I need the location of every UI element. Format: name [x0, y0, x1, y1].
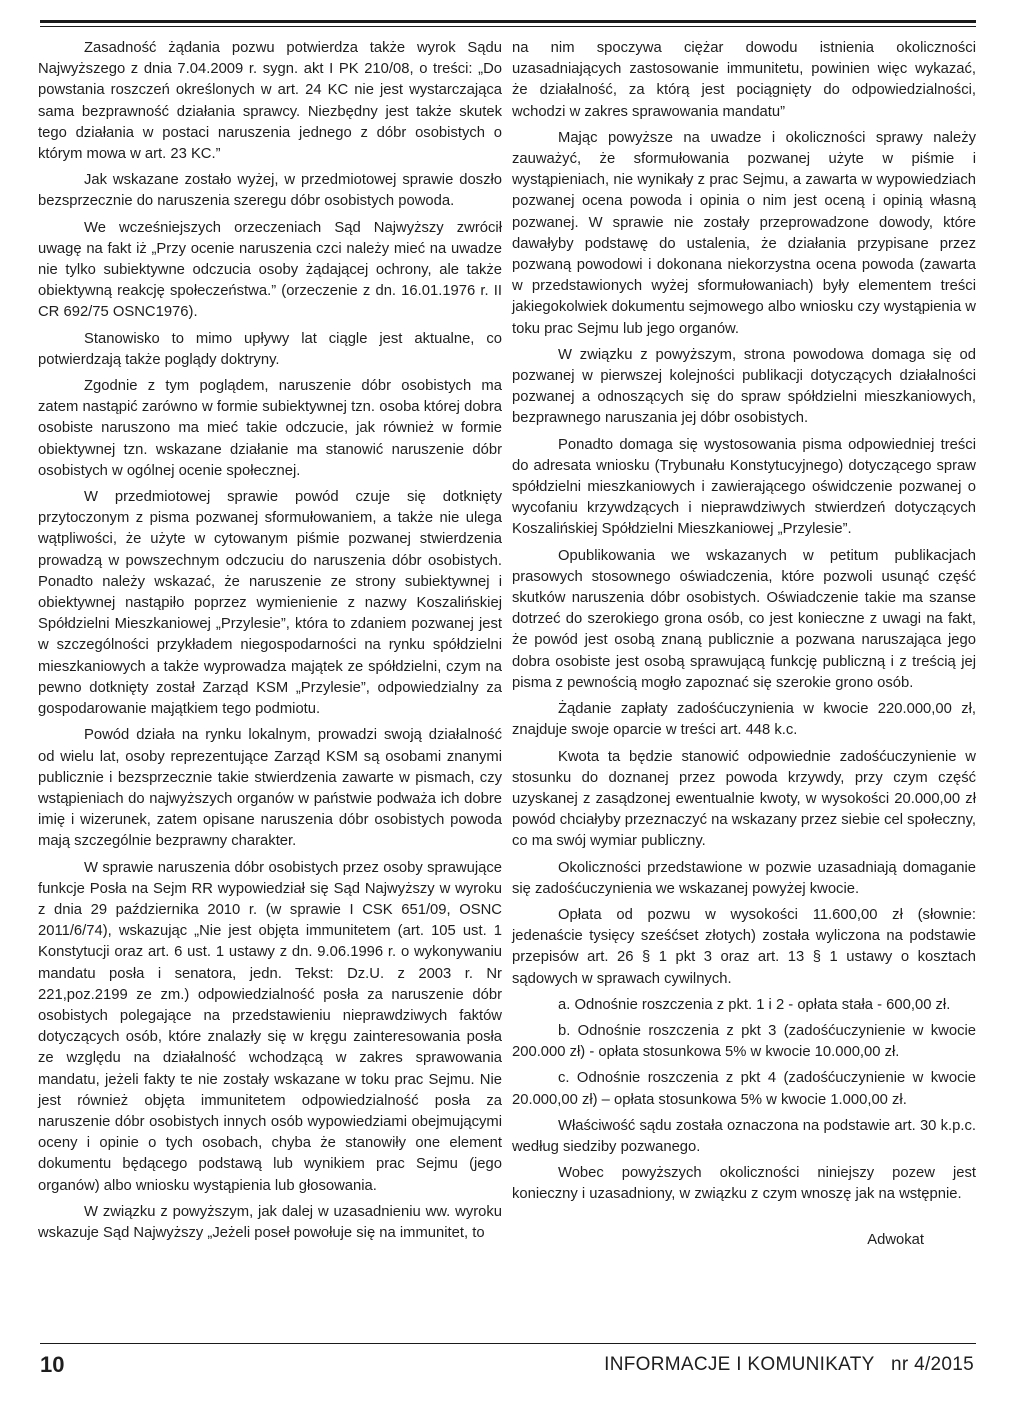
left-paragraph: We wcześniejszych orzeczeniach Sąd Najwyższy zwrócił uwagę na fakt iż „Przy ocenie naruszenia czci należy mieć na uwadze nie tylko subiektywne odczucia osoby żądającej ochrony, ale także obiektywną reakcję społeczeństwa.” (orzeczenie z dn. 16.01.1976 r. II CR 692/75 OSNC1976). — [38, 219, 502, 321]
signature: Adwokat — [867, 1231, 924, 1248]
fee-item-a: a. Odnośnie roszczenia z pkt. 1 i 2 - opłata stała - 600,00 zł. — [558, 996, 951, 1013]
fee-item-b: b. Odnośnie roszczenia z pkt 3 (zadośćuczynienie w kwocie 200.000 zł) - opłata stosunkowa 5% w kwocie 10.000,00 zł. — [512, 1022, 976, 1061]
right-paragraph: Wobec powyższych okoliczności niniejszy pozew jest konieczny i uzasadniony, w związku z czym wnoszę jak na wstępnie. — [512, 1165, 976, 1203]
right-paragraph: W związku z powyższym, strona powodowa domaga się od pozwanej w pierwszej kolejności publikacji dotyczących działalności pozwanej a odnoszących się do spraw spółdzielni mieszkaniowych, bezprawnego naruszania jej dóbr osobistych. — [512, 346, 976, 427]
left-paragraph: Powód działa na rynku lokalnym, prowadzi swoją działalność od wielu lat, osoby reprezentujące Zarząd KSM są osobami znanymi publicznie i bezsprzecznie takie stwierdzenia zawarte w pismach, czy wstąpieniach do najwyższych organów w państwie podważa ich dobre imię i wizerunek, zatem opisane naruszenia dóbr osobistych powoda mają szczególnie bezprawny charakter. — [38, 727, 502, 850]
right-column — [512, 38, 976, 1251]
right-paragraph: Kwota ta będzie stanowić odpowiednie zadośćuczynienie w stosunku do doznanej przez powoda krzywdy, przy czym część uzyskanej z zasądzonej ewentualnie kwoty, w wysokości 20.000,00 zł powód chciałyby przeznaczyć na wskazany przez siebie cel społeczny, co ma swój wymiar publiczny. — [512, 748, 976, 850]
fee-item-c: c. Odnośnie roszczenia z pkt 4 (zadośćuczynienie w kwocie 20.000,00 zł) – opłata stosunkowa 5% w kwocie 1.000,00 zł. — [512, 1070, 976, 1108]
left-paragraph: Zgodnie z tym poglądem, naruszenie dóbr osobistych ma zatem nastąpić zarówno w formie subiektywnej tzn. osoba której dobra osobiste naruszono ma mieć takie odczucie, jak również w formie obiektywnej tzn. wskazane działanie ma stanowić naruszenie dóbr osobistych w ogólnej ocenie społecznej. — [38, 378, 502, 479]
right-paragraph: Opłata od pozwu w wysokości 11.600,00 zł (słownie: jedenaście tysięcy sześćset złotych) została wyliczona na podstawie przepisów art. 26 § 1 pkt 3 oraz art. 13 § 1 ustawy o kosztach sądowych w sprawach cywilnych. — [512, 906, 976, 987]
left-paragraph: Zasadność żądania pozwu potwierdza także wyrok Sądu Najwyższego z dnia 7.04.2009 r. sygn. akt I PK 210/08, o treści: „Do powstania roszczeń określonych w art. 24 KC nie jest wystarczająca sama bezprawność działania sprawcy. Niezbędny jest także skutek tego działania w postaci naruszenia jednego z dóbr osobistych o którym mowa w art. 23 KC.” — [38, 40, 502, 163]
left-column — [38, 38, 502, 1249]
left-paragraph: W sprawie naruszenia dóbr osobistych przez osoby sprawujące funkcje Posła na Sejm RR wypowiedział się Sąd Najwyższy w wyroku z dnia 29 października 2010 r. (w sprawie I CSK 651/09, OSNC 2011/6/74), wskazując „Nie jest objęta immunitetem (art. 105 ust. 1 Konstytucji oraz art. 6 ust. 1 ustawy z dn. 9.06.1996 r. o wykonywaniu mandatu posła i senatora, jedn. Tekst: Dz.U. z 2003 r. Nr 221,poz.2199 ze zm.) odpowiedzialność posła za naruszenie dóbr osobistych polegające na przedstawieniu nieprawdziwych faktów dotyczących osób, które znalazły się w kręgu zainteresowania posła ze względu na działalność wchodzącą w zakres sprawowania mandatu, jeżeli fakty te nie zostały wskazane w toku prac Sejmu. Nie jest również objęta immunitetem odpowiedzialność posła za naruszenie dóbr osobistych innych osób wypowiedziami obejmującymi oceny i opinie o tych osobach, chyba że stanowiły one element dokumentu będącego podstawą lub wynikiem prac Sejmu (jego organów) albo wniosku wystąpienia lub głosowania. — [38, 859, 502, 1194]
journal-title: INFORMACJE I KOMUNIKATY nr 4/2015 — [604, 1354, 974, 1375]
right-paragraph: Opublikowania we wskazanych w petitum publikacjach prasowych stosownego oświadczenia, które pozwoli usunąć część skutków naruszenia dóbr osobistych. Oświadczenie takie ma szanse dotrzeć do szerokiego grona osób, co jest konieczne z uwagi na fakt, że powód jest osobą znaną publicznie a pozwana naruszająca jego dobra osobiste jest osobą sprawującą funkcję publiczną i z treścią jej pisma z pewnością mogło zapoznać się szerokie grono osób. — [512, 547, 976, 691]
right-paragraph: Ponadto domaga się wystosowania pisma odpowiedniej treści do adresata wniosku (Trybunału Konstytucyjnego) dotyczącego spraw spółdzielni mieszkaniowych i zawierającego oświdczenie pozwanej o wycofaniu krzywdzących i nieprawdziwych stwierdzeń dotyczących Koszalińskiej Spółdzielni Mieszkaniowej „Przylesie”. — [512, 436, 976, 538]
right-paragraph: Żądanie zapłaty zadośćuczynienia w kwocie 220.000,00 zł, znajduje swoje oparcie w treści art. 448 k.c. — [512, 701, 976, 739]
left-paragraph: W przedmiotowej sprawie powód czuje się dotknięty przytoczonym z pisma pozwanej sformułowaniem, a także nie ulega wątpliwości, że użyte w cytowanym piśmie pozwanej stwierdzenia prowadzą w powszechnym odczuciu do naruszenia dóbr osobistych. Ponadto należy wskazać, że naruszenie ze strony subiektywnej i obiektywnej nastąpiło poprzez wymienienie z nazwy Koszalińskiej Spółdzielni Mieszkaniowej „Przylesie”, która to zdaniem pozwanej jest w szczególności przykładem niegospodarności na rynku spółdzielni mieszkaniowych a także wyprowadza majątek ze spółdzielni, czym na pewno dotknięty został Zarząd KSM „Przylesie”, odpowiedzialny za gospodarowanie majątkiem tego podmiotu. — [38, 489, 502, 718]
left-paragraph: Stanowisko to mimo upływy lat ciągle jest aktualne, co potwierdzają także poglądy doktryny. — [38, 330, 502, 368]
top-rule-thin — [40, 26, 976, 27]
left-paragraph: W związku z powyższym, jak dalej w uzasadnieniu ww. wyroku wskazuje Sąd Najwyższy „Jeżeli poseł powołuje się na immunitet, to — [38, 1203, 502, 1241]
right-paragraph: Właściwość sądu została oznaczona na podstawie art. 30 k.p.c. według siedziby pozwanego. — [512, 1117, 976, 1155]
right-paragraph: Mając powyższe na uwadze i okoliczności sprawy należy zauważyć, że sformułowania pozwanej użyte w piśmie i wystąpieniach, nie wynikały z prac Sejmu, a zawarta w wypowiedziach pozwanej ocena powoda i opinia o nim jest oceną i opinią własną pozwanej. W sprawie nie zostały przeprowadzone dowody, które dawałyby podstawę do ustalenia, że działania przypisane przez pozwaną powodowi i dokonana niekorzystna ocena powoda (zawarta w przedstawionych wyżej sformułowaniach) były elementem treści jakiegokolwiek dokumentu sejmowego albo wniosku czy wystąpienia w toku prac Sejmu lub jego organów. — [512, 129, 976, 337]
right-paragraph-continuation: na nim spoczywa ciężar dowodu istnienia okoliczności uzasadniających zastosowanie immunitetu, powinien więc wykazać, że działalność, za którą jest pociągnięty do odpowiedzialności, wchodzi w zakres sprawowania mandatu” — [512, 40, 976, 120]
page-number: 10 — [40, 1352, 65, 1377]
right-paragraph: Okoliczności przedstawione w pozwie uzasadniają domaganie się zadośćuczynienia we wskazanej powyżej kwocie. — [512, 859, 976, 897]
bottom-rule — [40, 1343, 976, 1344]
top-rule — [40, 20, 976, 23]
left-paragraph: Jak wskazane zostało wyżej, w przedmiotowej sprawie doszło bezsprzecznie do naruszenia szeregu dóbr osobistych powoda. — [38, 172, 502, 210]
